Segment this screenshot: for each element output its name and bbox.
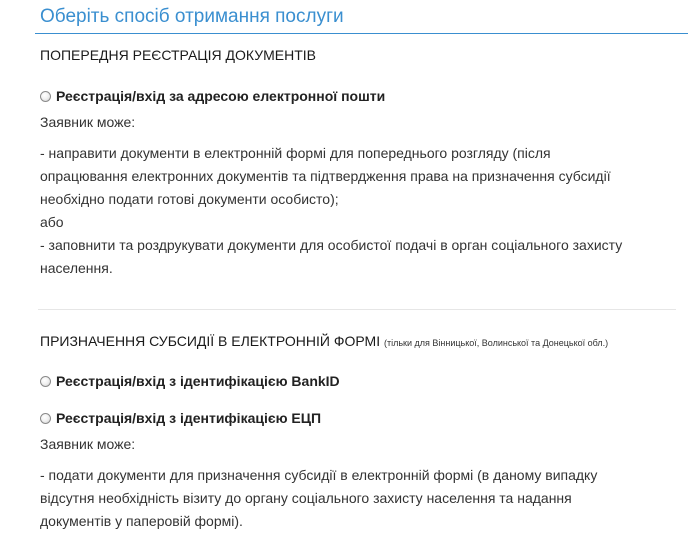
page-title: Оберіть спосіб отримання послуги [40,6,344,27]
section-heading-text: ПОПЕРЕДНЯ РЕЄСТРАЦІЯ ДОКУМЕНТІВ [40,47,317,63]
desc-line: - направити документи в електронній формі для попереднього розгляду (після [40,145,551,161]
desc-line: документів у паперовій формі). [40,513,243,529]
desc-or: або [40,214,64,230]
option-eds-label: Реєстрація/вхід з ідентифікацією ЕЦП [56,410,322,426]
desc-line: - подати документи для призначення субсидії в електронній формі (в даному випадку [40,467,598,483]
option-eds-login[interactable] [40,410,321,426]
radio-eds-icon[interactable] [40,413,51,424]
option-bankid-label: Реєстрація/вхід з ідентифікацією BankID [56,373,340,389]
section-heading-text: ПРИЗНАЧЕННЯ СУБСИДІЇ В ЕЛЕКТРОННІЙ ФОРМІ [40,333,381,349]
option-email-label: Реєстрація/вхід за адресою електронної пошти [56,88,386,104]
title-underline [35,33,688,34]
section2-description [40,464,597,533]
desc-line: відсутня необхідність візиту до органу соціального захисту населення та надання [40,490,572,506]
section-heading-note: (тільки для Вінницької, Волинської та Донецької обл.) [384,338,609,348]
applicant-can-label-2: Заявник може: [40,436,136,452]
section1-description [40,142,622,280]
radio-bankid-icon[interactable] [40,376,51,387]
desc-line: опрацювання електронних документів та підтвердження права на призначення субсидії [40,168,611,184]
option-bankid-login[interactable] [40,373,340,389]
section-heading-preregistration [40,47,316,63]
section-divider [38,309,676,310]
desc-line: - заповнити та роздрукувати документи для особистої подачі в орган соціального захисту [40,237,623,253]
radio-email-icon[interactable] [40,91,51,102]
desc-line: населення. [40,260,113,276]
section-heading-subsidy [40,333,608,349]
applicant-can-label: Заявник може: [40,114,136,130]
option-email-login[interactable] [40,88,385,104]
desc-line: необхідно подати готові документи особисто); [40,191,339,207]
